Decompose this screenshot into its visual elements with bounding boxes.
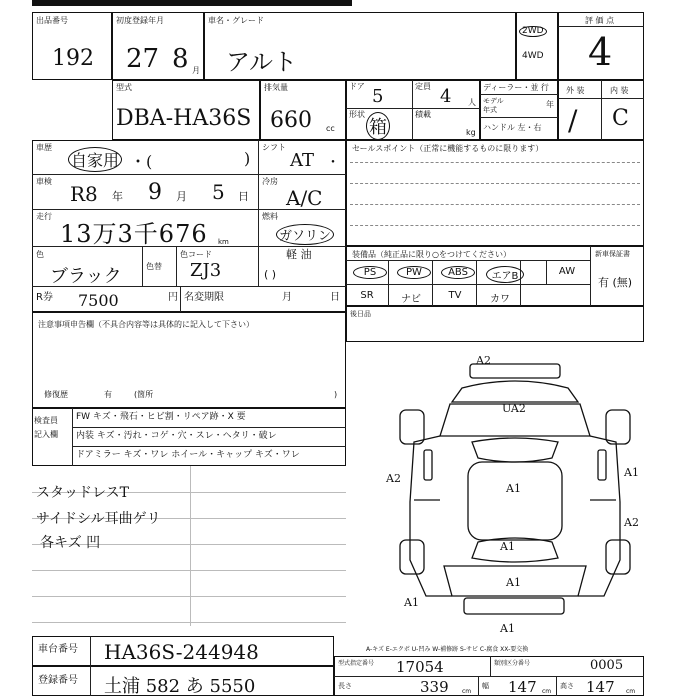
fuel-label: 燃料 [262, 212, 278, 221]
length-value: 339 [420, 678, 449, 696]
interior-value: C [612, 106, 629, 131]
top-strip [32, 0, 352, 6]
registration-label: 登録番号 [38, 675, 78, 686]
equip-airbag: エアB [486, 266, 524, 283]
mileage-label: 走行 [36, 212, 52, 221]
damage-mark-hood: UA2 [502, 402, 526, 415]
damage-mark-trunk: A1 [506, 576, 521, 589]
damage-mark-left-front: A2 [386, 472, 401, 485]
displacement-value: 660 [270, 108, 312, 133]
equip-tv: TV [448, 290, 462, 301]
length-label: 長さ [338, 682, 352, 690]
registration-value: 土浦 582 あ 5550 [104, 676, 256, 697]
category-label: 類別区分番号 [494, 660, 531, 667]
chassis-label: 車台番号 [38, 644, 78, 655]
inspector-label: 検査員 [34, 416, 58, 425]
first-reg-label: 初度登録年月 [116, 16, 164, 25]
shift-dot: ・ [326, 155, 340, 171]
equip-ps: PS [353, 266, 387, 279]
check-row-interior: 内装 キズ・汚れ・コゲ・穴・スレ・ヘタリ・破レ [76, 431, 277, 441]
fuel-sub: 軽 油 [286, 248, 312, 261]
color-code-value: ZJ3 [190, 260, 222, 281]
door-label: ドア [349, 82, 365, 91]
equip-aw: AW [558, 266, 576, 277]
sales-point-box [346, 140, 644, 246]
equip-leather: カワ [490, 294, 510, 305]
model-label: 型式 [116, 83, 132, 92]
mileage-unit: km [218, 238, 229, 246]
lot-label: 出品番号 [36, 16, 68, 25]
equip-sr: SR [360, 290, 374, 301]
insp-day: 5 [212, 180, 225, 204]
displacement-unit: cc [326, 124, 335, 133]
shift-value: AT [290, 150, 315, 171]
fuel-value: ガソリン [276, 224, 334, 245]
model-value: DBA-HA36S [116, 106, 252, 131]
first-reg-month: 8 [172, 44, 189, 74]
load-label: 積載 [415, 110, 431, 119]
check-row-mirror: ドアミラー キズ・ワレ ホイール・キャップ キズ・ワレ [76, 450, 300, 460]
capacity-label: 定員 [415, 82, 431, 91]
insp-era: R8 [70, 182, 98, 206]
car-name-value: アルト [226, 48, 298, 76]
fuel-paren: ( ) [264, 268, 277, 281]
damage-mark-roof: A1 [506, 482, 521, 495]
after-items-label: 後日品 [350, 310, 371, 318]
shape-value: 箱 [366, 112, 390, 140]
drive-2wd: 2WD [519, 26, 547, 37]
width-value: 147 [508, 678, 537, 696]
score-value: 4 [588, 30, 613, 74]
color-change-label: 色替 [146, 262, 162, 271]
repair-value: 有 [104, 390, 112, 399]
lot-number: 192 [52, 46, 94, 71]
door-value: 5 [372, 86, 384, 107]
length-unit: cm [462, 688, 472, 695]
color-code-label: 色コード [180, 250, 212, 259]
shape-label: 形状 [349, 110, 365, 119]
color-value: ブラック [50, 266, 122, 287]
drive-box [516, 12, 558, 80]
name-change-label: 名変期限 [184, 292, 224, 303]
damage-mark-right-front: A1 [624, 466, 639, 479]
insp-month-unit: 月 [176, 190, 187, 203]
shift-label: シフト [262, 143, 286, 152]
model-year-label2: 年式 [483, 106, 497, 114]
width-label: 幅 [482, 682, 489, 690]
damage-mark-rear-door: A1 [500, 540, 515, 553]
record-label: 記入欄 [34, 430, 58, 439]
car-diagram [380, 350, 650, 640]
car-name-label: 車名・グレード [208, 16, 264, 25]
height-label: 高さ [560, 682, 574, 690]
ac-value: A/C [286, 186, 323, 210]
exterior-label: 外 装 [566, 86, 585, 95]
equip-pw: PW [397, 266, 431, 279]
width-unit: cm [542, 688, 552, 695]
mileage-value: 13万3千676 [60, 220, 208, 248]
after-items-box [346, 306, 644, 342]
color-label: 色 [36, 250, 44, 259]
model-code-label: 型式指定番号 [338, 660, 375, 667]
sales-point-label: セールスポイント（正常に機能するものに限ります） [352, 144, 544, 153]
year-unit: 年 [546, 100, 554, 109]
equipment-label: 装備品（純正品に限り○をつけてください） [352, 250, 511, 259]
category-value: 0005 [590, 658, 624, 673]
repair-close: ) [334, 390, 338, 399]
recycle-value: 7500 [78, 291, 119, 310]
note-line-2: サイドシル耳曲ゲリ [36, 511, 161, 527]
warranty-value: 有 (無) [598, 276, 633, 289]
dealer-label: ディーラー・並 行 [483, 83, 549, 92]
recycle-label: R券 [36, 292, 53, 303]
displacement-label: 排気量 [264, 83, 288, 92]
damage-mark-left-rear: A1 [404, 596, 419, 609]
name-change-day: 日 [330, 292, 340, 303]
first-reg-year: 27 [126, 44, 160, 74]
damage-mark-front: A2 [476, 354, 491, 367]
model-year-label: モデル [483, 97, 504, 105]
equip-abs: ABS [441, 266, 475, 279]
damage-mark-right-rear: A2 [624, 516, 639, 529]
note-line-1: スタッドレスT [36, 485, 129, 501]
interior-label: 内 装 [610, 86, 629, 95]
chassis-value: HA36S-244948 [104, 640, 259, 664]
ac-label: 冷房 [262, 177, 278, 186]
exterior-value: / [568, 104, 578, 137]
handle-label: ハンドル 左・右 [483, 123, 542, 132]
drive-4wd: 4WD [522, 51, 544, 61]
insp-day-unit: 日 [238, 190, 249, 203]
height-unit: cm [626, 688, 636, 695]
insp-year-unit: 年 [112, 190, 123, 203]
height-value: 147 [586, 678, 615, 696]
shaken-extra: ・( [130, 152, 153, 171]
equip-navi: ナビ [401, 294, 421, 305]
shaken-label: 車歴 [36, 143, 52, 152]
capacity-unit: 人 [468, 98, 476, 107]
name-change-month: 月 [282, 292, 292, 303]
model-code-value: 17054 [396, 658, 444, 676]
month-unit: 月 [192, 66, 200, 75]
caution-label: 注意事項申告欄（不具合内容等は具体的に記入して下さい） [38, 320, 254, 329]
repair-label: 修復歴 [44, 390, 68, 399]
new-car-label: 新車保証書 [595, 250, 630, 258]
shaken-close: ) [244, 149, 251, 168]
load-unit: kg [466, 128, 476, 137]
damage-mark-rear: A1 [500, 622, 515, 635]
note-line-3: 各キズ 凹 [40, 535, 101, 551]
check-row-fw: FW キズ・飛石・ヒビ割・リペア跡・X 要 [76, 412, 246, 422]
recycle-unit: 円 [168, 292, 178, 303]
repair-place: (箇所 [134, 390, 154, 399]
score-label: 評 価 点 [585, 16, 615, 25]
inspection-label: 車検 [36, 177, 52, 186]
shaken-value: 自家用 [68, 147, 122, 172]
damage-legend: A-キズ E-エクボ U-凹み W-補修跡 S-サビ C-腐食 XX-要交換 [366, 646, 529, 653]
insp-month: 9 [148, 180, 162, 205]
capacity-value: 4 [440, 86, 452, 107]
